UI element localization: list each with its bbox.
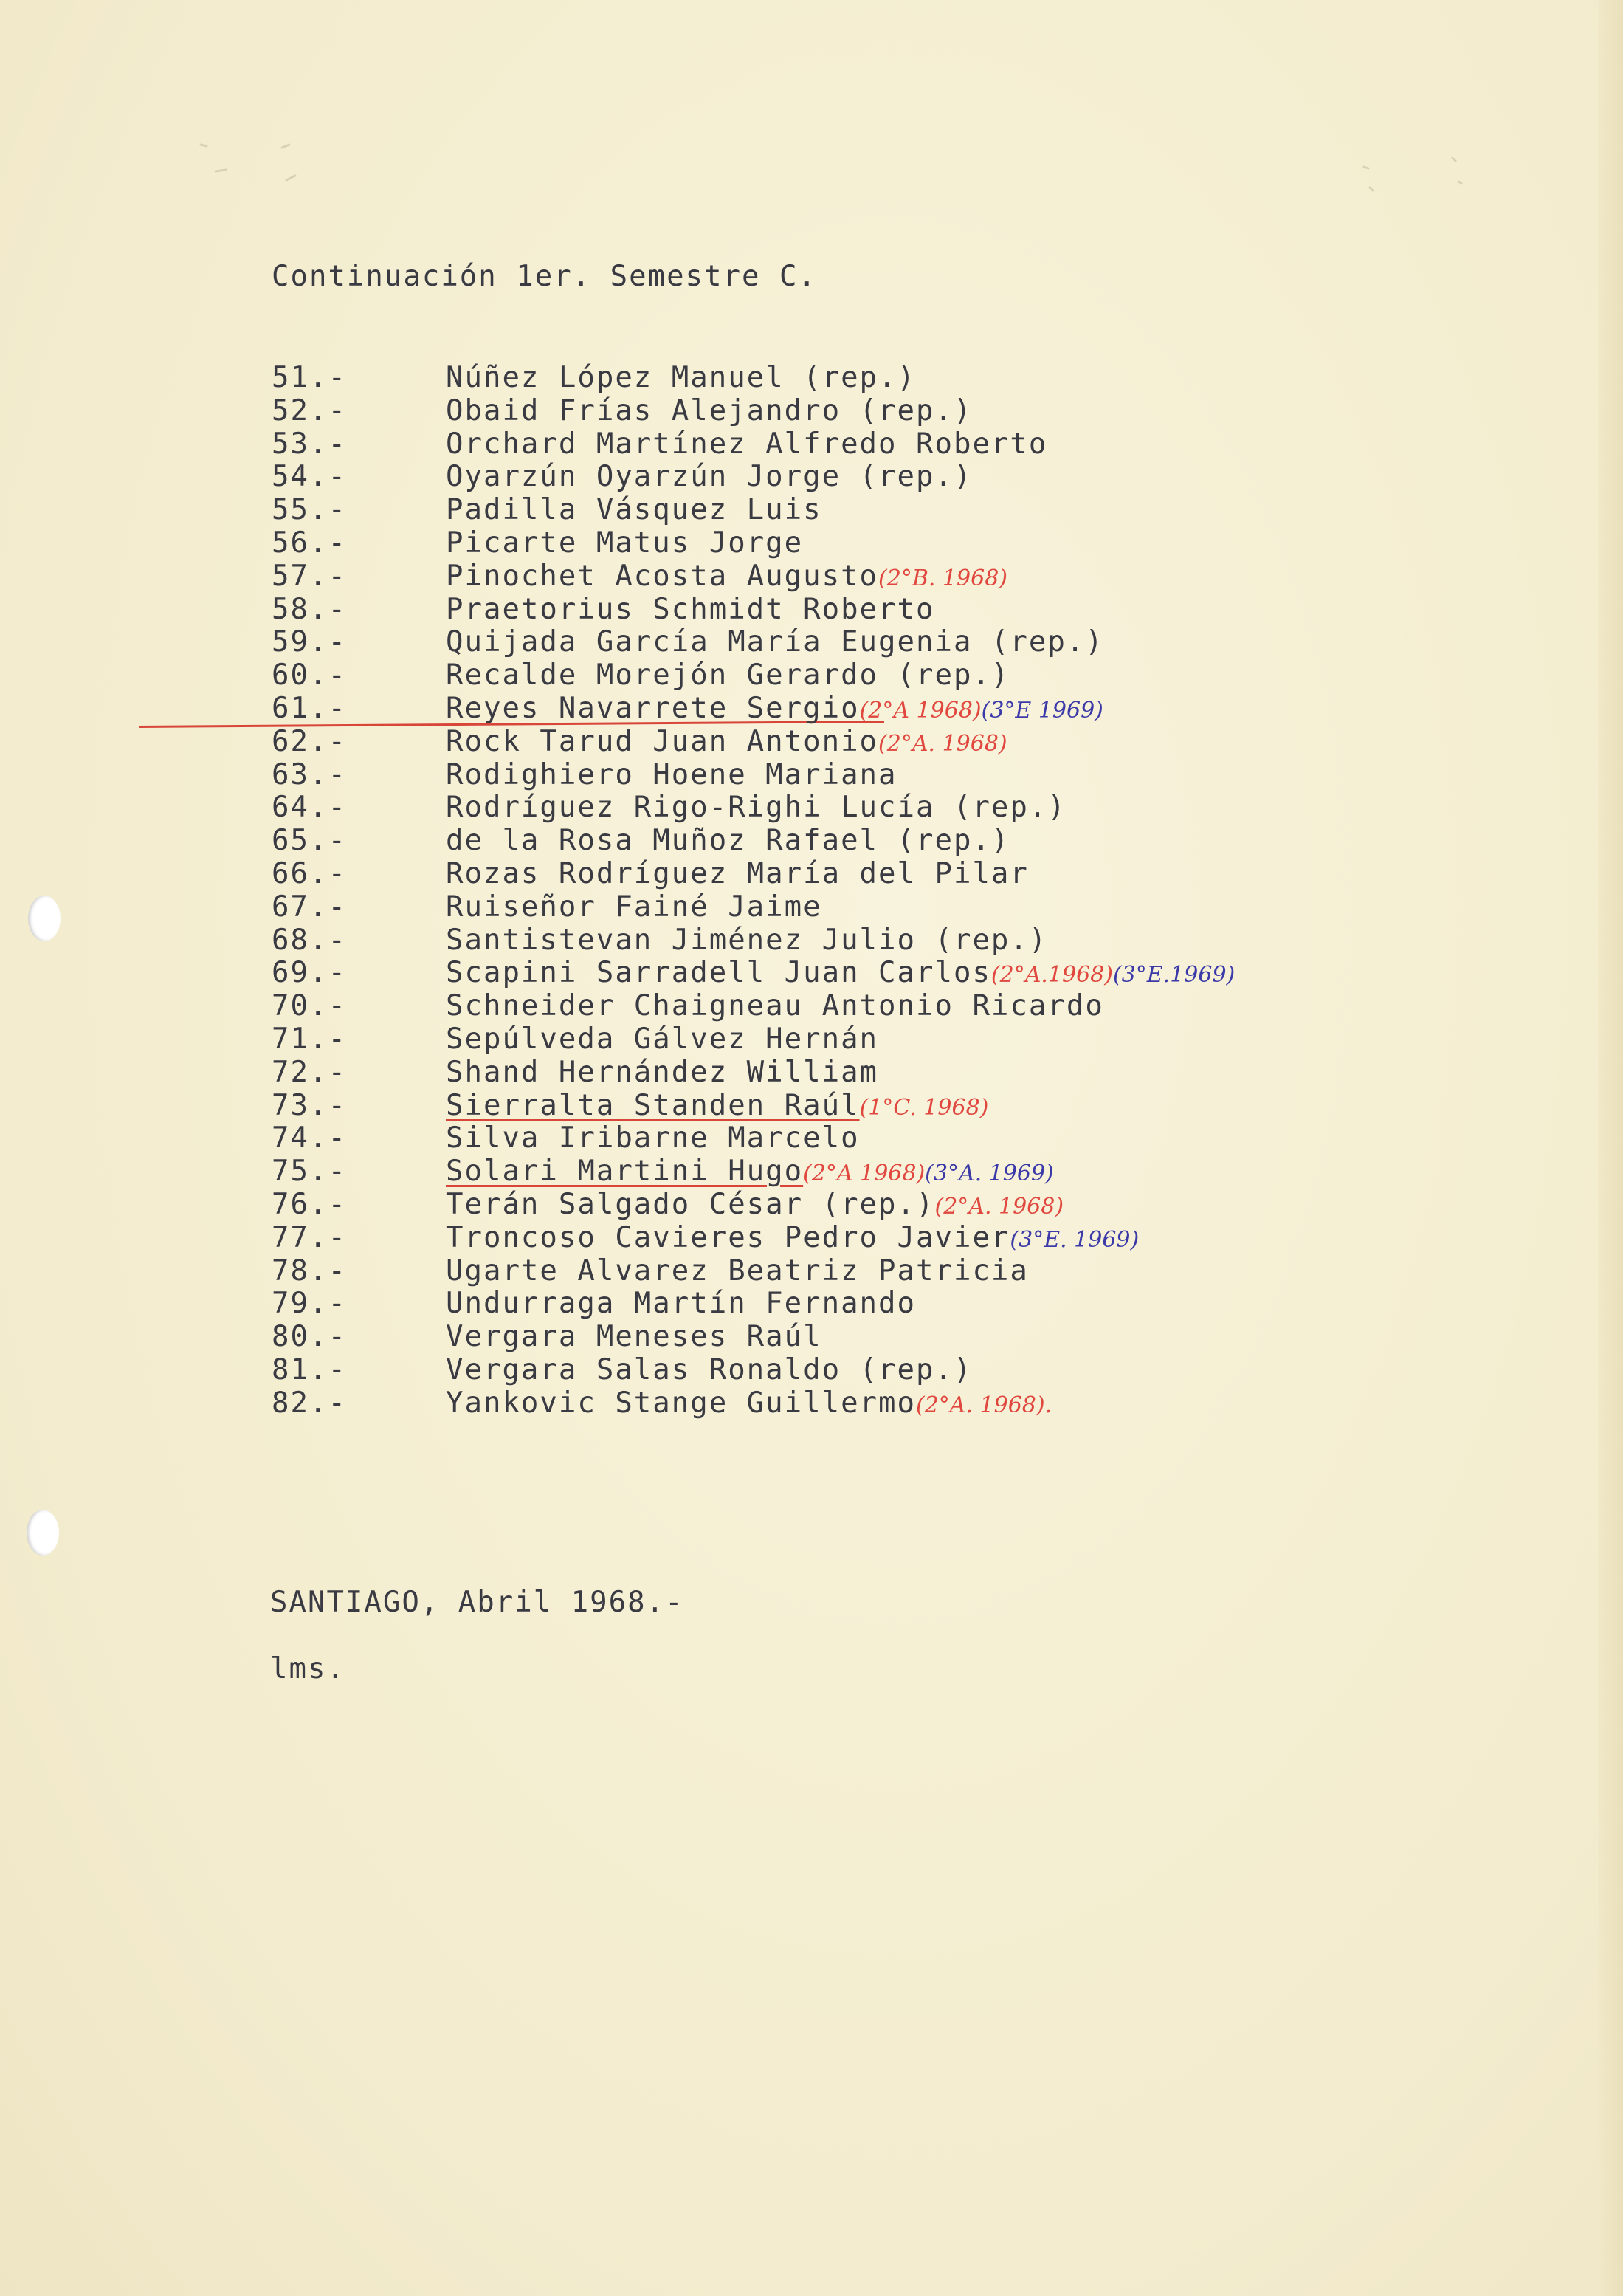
list-item (272, 791, 1600, 825)
list-item (272, 1387, 1600, 1420)
student-name: Recalde Morejón Gerardo (rep.) (446, 659, 1010, 692)
student-name: Undurraga Martín Fernando (446, 1287, 916, 1321)
handwritten-note-red: (2°A 1968) (803, 1161, 926, 1187)
list-item (272, 560, 1600, 594)
list-item (272, 1288, 1600, 1321)
list-item (272, 494, 1600, 527)
handwritten-note-red: (2°A. 1968) (934, 1193, 1064, 1220)
list-item (272, 1222, 1600, 1255)
student-name: Shand Hernández William (446, 1055, 879, 1089)
item-number: 69.- (272, 956, 347, 990)
student-name: Sepúlveda Gálvez Hernán (446, 1022, 879, 1056)
list-item (272, 1255, 1600, 1288)
list-item (272, 891, 1600, 924)
list-item (272, 395, 1600, 428)
student-name-with-note (446, 1090, 988, 1125)
list-item (272, 1023, 1600, 1056)
list-item (272, 990, 1600, 1023)
item-number: 64.- (272, 791, 347, 825)
student-name: Ugarte Alvarez Beatriz Patricia (446, 1254, 1029, 1288)
item-number: 62.- (272, 724, 347, 758)
student-name: Vergara Meneses Raúl (446, 1320, 822, 1354)
list-item (272, 594, 1600, 627)
handwritten-note-blue: (3°E. 1969) (1010, 1226, 1140, 1253)
student-name-with-note (446, 1155, 1054, 1191)
item-number: 61.- (272, 691, 347, 725)
list-item (272, 428, 1600, 461)
item-number: 75.- (272, 1155, 347, 1189)
item-number: 65.- (272, 824, 347, 858)
handwritten-note-red: (2°A. 1968) (878, 730, 1007, 757)
item-number: 59.- (272, 625, 347, 659)
item-number: 55.- (272, 493, 347, 527)
handwritten-note-blue: (3°E.1969) (1112, 962, 1236, 989)
student-name: Rodríguez Rigo-Righi Lucía (rep.) (446, 791, 1067, 825)
list-item (272, 1122, 1600, 1155)
item-number: 71.- (272, 1022, 347, 1056)
item-number: 51.- (272, 361, 347, 394)
list-item (272, 957, 1600, 990)
item-number: 70.- (272, 989, 347, 1023)
item-number: 72.- (272, 1055, 347, 1089)
handwritten-note-blue: (3°E 1969) (981, 697, 1103, 723)
list-item (272, 1354, 1600, 1387)
student-name: Obaid Frías Alejandro (rep.) (446, 393, 973, 427)
item-number: 57.- (272, 559, 347, 593)
student-roster (272, 362, 1600, 1420)
list-item (272, 659, 1600, 692)
list-item (272, 759, 1600, 792)
student-name: Padilla Vásquez Luis (446, 493, 822, 527)
student-name: Vergara Salas Ronaldo (rep.) (446, 1352, 973, 1386)
student-name-with-note (446, 957, 1235, 992)
student-name: Oyarzún Oyarzún Jorge (rep.) (446, 460, 973, 494)
list-item (272, 1321, 1600, 1354)
item-number: 68.- (272, 923, 347, 957)
page-title: Continuación 1er. Semestre C. (272, 260, 817, 293)
handwritten-note-red: (2°A. 1968). (916, 1392, 1052, 1418)
item-number: 78.- (272, 1254, 347, 1288)
item-number: 73.- (272, 1088, 347, 1122)
student-name-underlined: Solari Martini Hugo (446, 1155, 804, 1189)
student-name: Silva Iribarne Marcelo (446, 1121, 860, 1155)
student-name: Schneider Chaigneau Antonio Ricardo (446, 989, 1104, 1023)
student-name: Pinochet Acosta Augusto (446, 559, 879, 593)
handwritten-note-red: (1°C. 1968) (859, 1094, 989, 1121)
student-name: Picarte Matus Jorge (446, 526, 804, 560)
student-name: Terán Salgado César (rep.) (446, 1187, 935, 1221)
item-number: 58.- (272, 592, 347, 626)
student-name-with-note (446, 692, 1103, 728)
item-number: 66.- (272, 856, 347, 890)
list-item (272, 626, 1600, 659)
student-name-with-note (446, 726, 1007, 761)
item-number: 81.- (272, 1352, 347, 1386)
item-number: 82.- (272, 1386, 347, 1420)
list-item (272, 461, 1600, 494)
student-name-underlined: Sierralta Standen Raúl (446, 1088, 860, 1122)
handwritten-note-blue: (3°A. 1969) (925, 1161, 1054, 1187)
student-name: Rock Tarud Juan Antonio (446, 724, 879, 758)
student-name: Scapini Sarradell Juan Carlos (446, 956, 991, 990)
list-item (272, 825, 1600, 858)
student-name-with-note (446, 1222, 1139, 1257)
item-number: 74.- (272, 1121, 347, 1155)
list-item (272, 527, 1600, 560)
item-number: 60.- (272, 659, 347, 692)
list-item (272, 858, 1600, 891)
list-item (272, 1155, 1600, 1189)
student-name: Ruiseñor Fainé Jaime (446, 890, 822, 924)
student-name: Praetorius Schmidt Roberto (446, 592, 935, 626)
item-number: 53.- (272, 427, 347, 461)
list-item (272, 1189, 1600, 1222)
handwritten-note-red: (2°A.1968) (990, 962, 1113, 989)
handwritten-note-red: (2°B. 1968) (878, 565, 1008, 591)
place-and-date: SANTIAGO, Abril 1968.- (270, 1586, 684, 1619)
student-name: de la Rosa Muñoz Rafael (rep.) (446, 824, 1010, 858)
item-number: 80.- (272, 1320, 347, 1354)
handwritten-note-red: (2°A 1968) (859, 697, 982, 723)
student-name-with-note (446, 560, 1007, 596)
student-name: Yankovic Stange Guillermo (446, 1386, 916, 1420)
list-item (272, 1090, 1600, 1123)
student-name-with-note (446, 1189, 1064, 1224)
student-name-with-note (446, 1387, 1052, 1423)
student-name: Quijada García María Eugenia (rep.) (446, 625, 1104, 659)
student-name: Troncoso Cavieres Pedro Javier (446, 1220, 1010, 1254)
typist-initials: lms. (270, 1652, 345, 1685)
item-number: 52.- (272, 393, 347, 427)
student-name: Núñez López Manuel (rep.) (446, 361, 916, 394)
item-number: 54.- (272, 460, 347, 494)
list-item (272, 692, 1600, 726)
item-number: 79.- (272, 1287, 347, 1321)
list-item (272, 1056, 1600, 1090)
item-number: 67.- (272, 890, 347, 924)
student-name: Reyes Navarrete Sergio (446, 691, 860, 725)
item-number: 63.- (272, 757, 347, 791)
item-number: 77.- (272, 1220, 347, 1254)
student-name: Rozas Rodríguez María del Pilar (446, 856, 1029, 890)
list-item (272, 924, 1600, 958)
student-name: Orchard Martínez Alfredo Roberto (446, 427, 1048, 461)
student-name: Santistevan Jiménez Julio (rep.) (446, 923, 1048, 957)
item-number: 76.- (272, 1187, 347, 1221)
student-name: Rodighiero Hoene Mariana (446, 757, 897, 791)
list-item (272, 726, 1600, 759)
list-item (272, 362, 1600, 395)
item-number: 56.- (272, 526, 347, 560)
